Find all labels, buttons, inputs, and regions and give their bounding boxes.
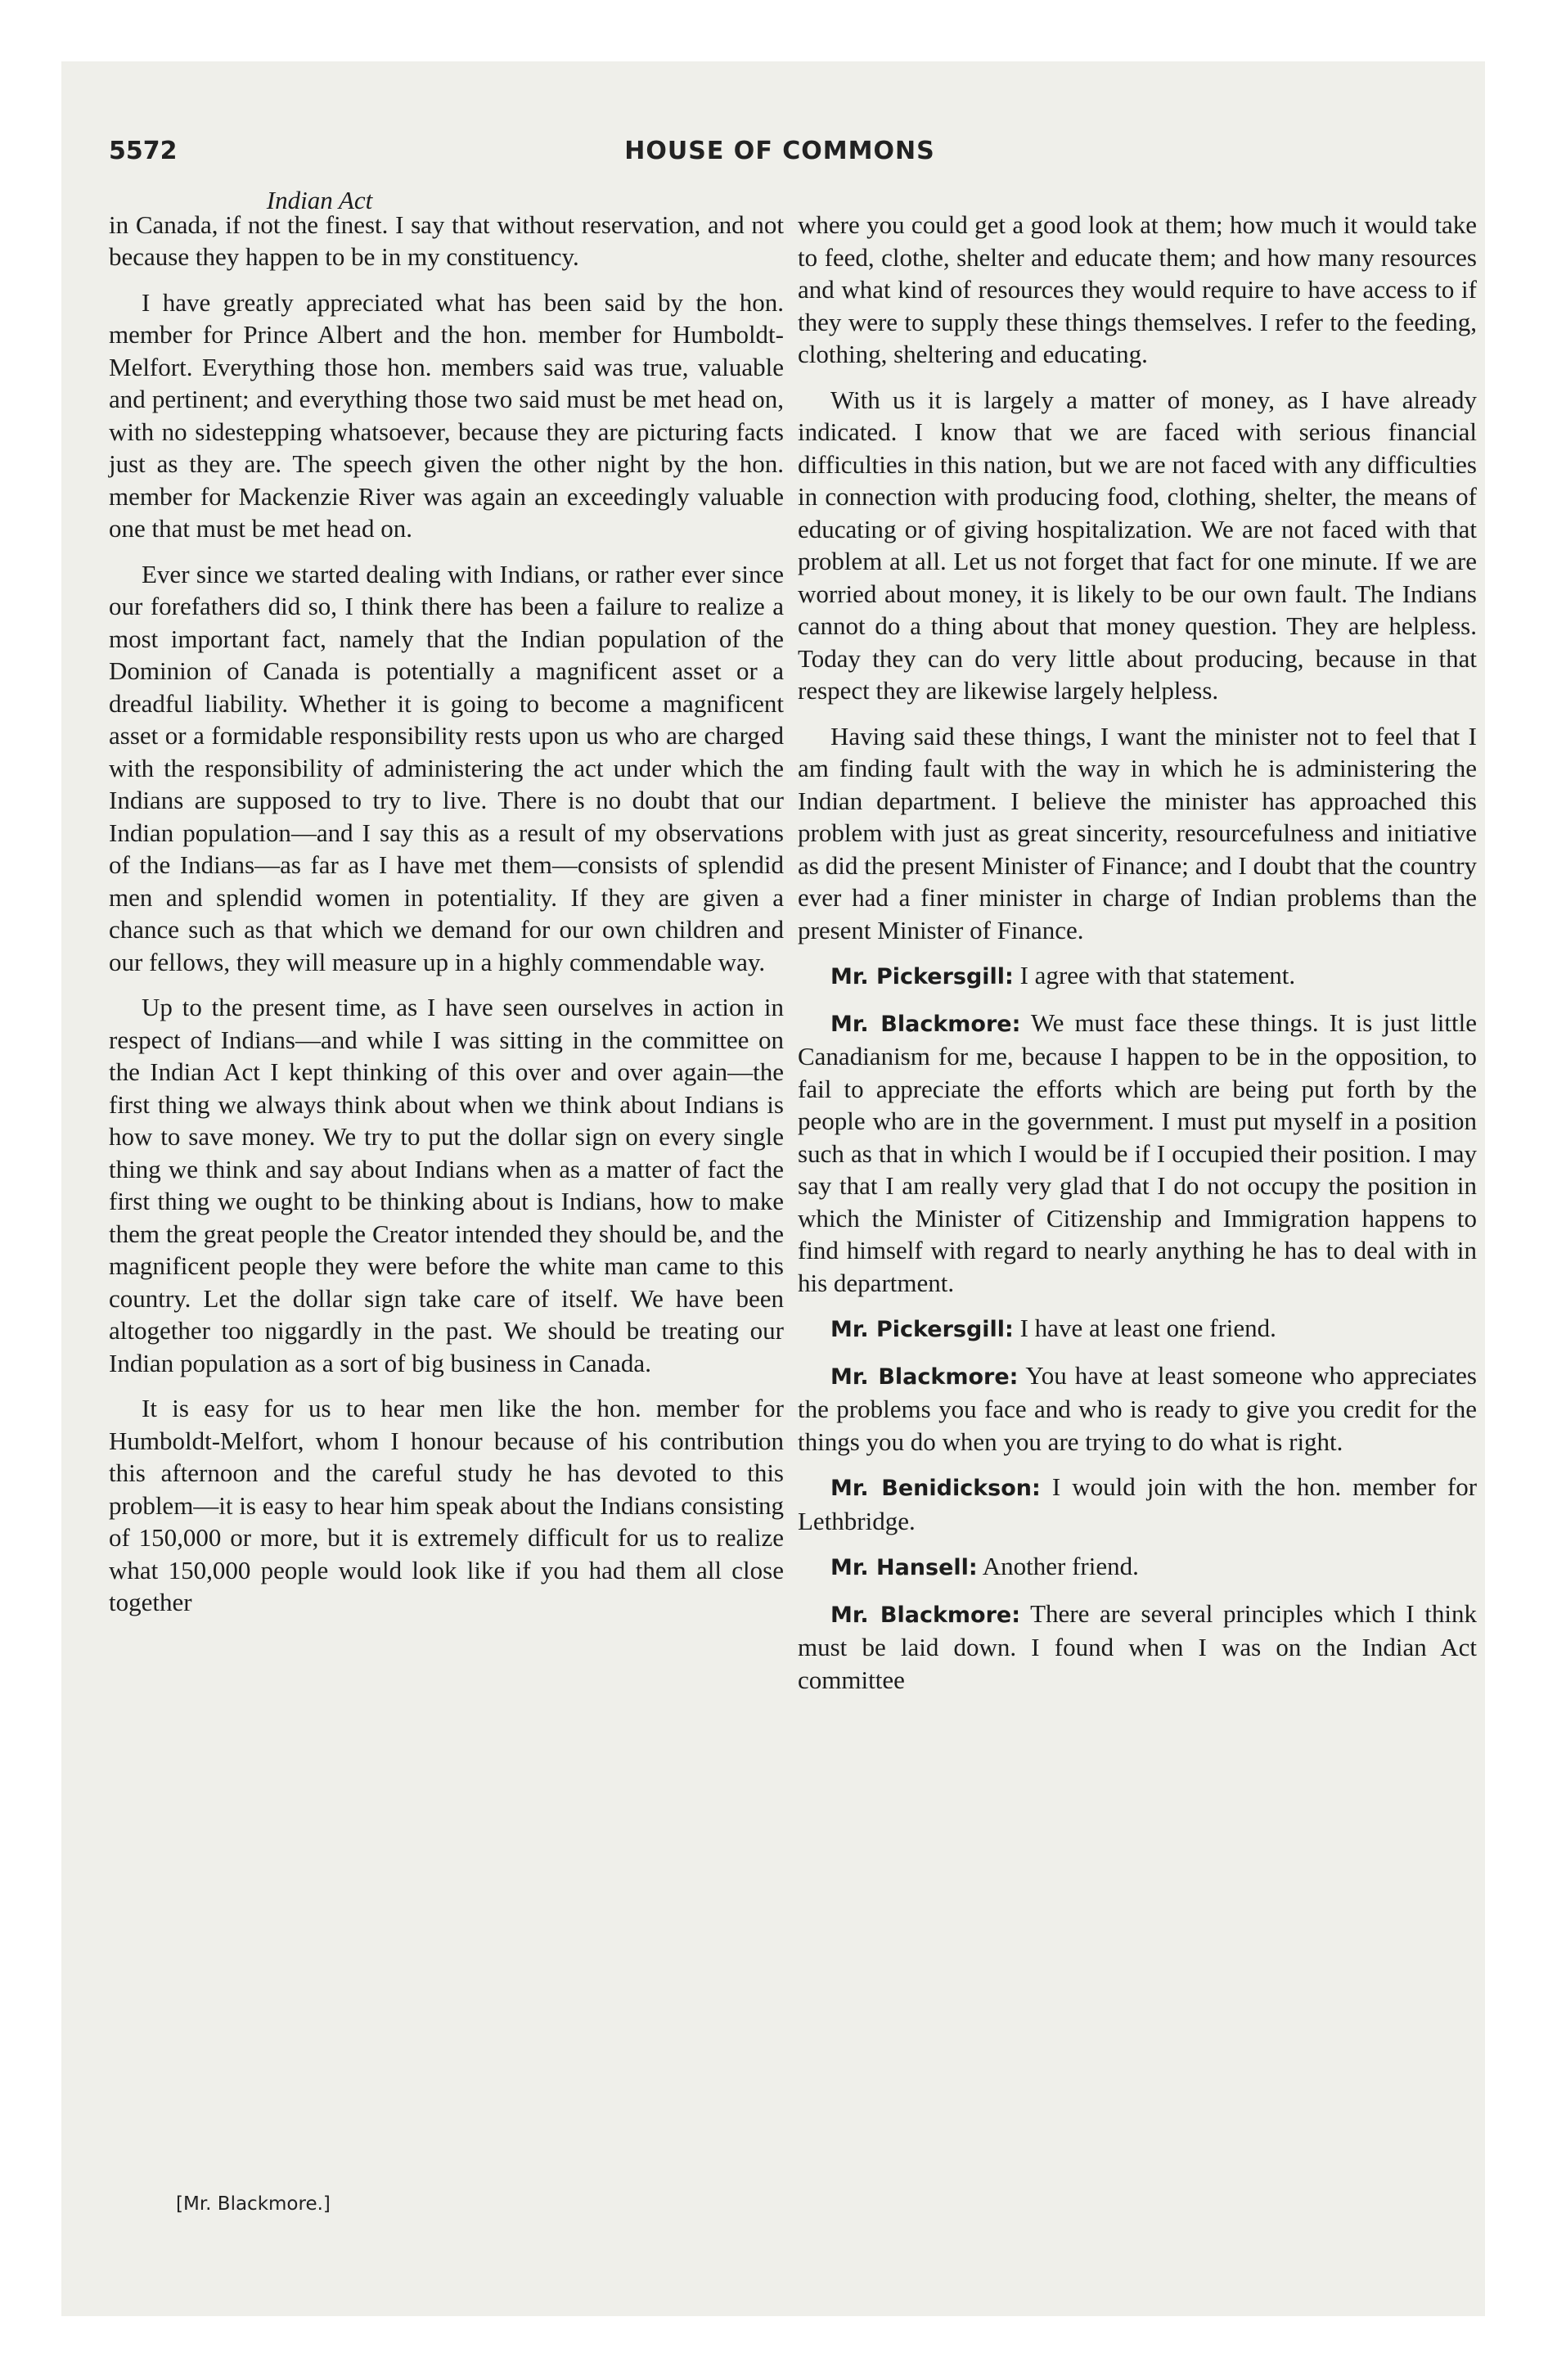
running-head	[109, 137, 1451, 178]
speech	[798, 1312, 1477, 1346]
speech	[798, 1359, 1477, 1458]
paragraph	[798, 384, 1477, 707]
speech-text: I have at least one friend.	[1019, 1314, 1276, 1342]
speaker-name: Mr. Pickersgill:	[830, 964, 1014, 989]
speech-text: I would join with the hon. member for Lethbridge.	[798, 1472, 1478, 1535]
speaker-name: Mr. Blackmore:	[830, 1011, 1021, 1037]
paragraph: in Canada, if not the finest. I say that without reservation, and not because they happen to be in my constituency.	[109, 210, 784, 271]
paragraph: Ever since we started dealing with Indians, or rather ever since our forefathers did so, I think there has been a failure to realize a most important fact, namely that the Indian population of the Dominion of Canada is potentially a magnificent asset or a dreadful liability. Whether it is going to become a magnificent asset or a formidable responsibility rests upon us who are charged with the responsibility of administering the act under which the Indians are supposed to try to live. There is no doubt that our Indian population—and I say this as a result of my observations of the Indians—as far as I have met them—consists of splendid men and splendid women in potentiality. If they are given a chance such as that which we demand for our own children and our fellows, they will measure up in a highly commendable way.	[109, 559, 784, 976]
footer-speaker-note: [Mr. Blackmore.]	[176, 2193, 331, 2215]
speaker-name: Mr. Pickersgill:	[830, 1317, 1014, 1342]
speech-text: We must face these things. It is just little Canadianism for me, because I happen to be in the opposition, to fail to appreciate the efforts which are being put forth by the people who are in the government. I must put myself in a position such as that in which I would be if I occupied their position. I may say that I am really very glad that I do not occupy the position in which the Minister of Citizenship and Immigration happens to find himself with regard to nearly anything he has to deal with in his department.	[798, 1007, 1477, 1297]
speech-text: You have at least someone who appreciates the problems you face and who is ready to give you credit for the things you do when you are trying to do what is right.	[798, 1360, 1477, 1456]
paragraph: Up to the present time, as I have seen ourselves in action in respect of Indians—and while I was sitting in the committee on the Indian Act I kept thinking of this over and over again—the first thing we always think about when we think about Indians is how to save money. We try to put the dollar sign on every single thing we think and say about Indians when as a matter of fact the first thing we ought to be thinking about is Indians, how to make them the great people the Creator intended they should be, and the magnificent people they were before the white man came to this country. Let the dollar sign take care of itself. We have been altogether too niggardly in the past. We should be treating our Indian population as a sort of big business in Canada.	[109, 993, 784, 1377]
speech	[798, 1471, 1477, 1537]
left-column	[109, 184, 784, 1632]
paragraph-text: With us it is largely a matter of money, as I have already indicated. I know that we are faced with serious financial difficulties in this nation, but we are not faced with any difficulties in connection with producing food, clothing, shelter, the means of educating or of giving hospitalization. We are not faced with that problem at all. Let us not forget that fact for one minute. If we are worried about money, it is likely to be our own fault. The Indians cannot do a thing about that money question. They are helpless. Today they can do very little about producing, because in that respect they are likewise largely helpless.	[798, 385, 1477, 705]
speech-text: I agree with that statement.	[1019, 961, 1296, 989]
speech	[798, 959, 1477, 994]
paragraph-text: Having said these things, I want the minister not to feel that I am finding fault with the way in which he is administering the Indian department. I believe the minister has approached this problem with just as great sincerity, resourcefulness and initiative as did the present Minister of Finance; and I doubt that the country ever had a finer minister in charge of Indian problems than the present Minister of Finance.	[798, 721, 1477, 944]
speaker-name: Mr. Hansell:	[830, 1555, 978, 1580]
right-column	[798, 209, 1477, 1709]
paragraph	[798, 720, 1477, 947]
speech-text: There are several principles which I think must be laid down. I found when I was on the Indian Act committee	[798, 1598, 1477, 1694]
speech	[798, 1550, 1477, 1584]
paragraph: It is easy for us to hear men like the hon. member for Humboldt-Melfort, whom I honour because of his contribution this afternoon and the careful study he has devoted to this problem—it is easy to hear him speak about the Indians consisting of 150,000 or more, but it is extremely difficult for us to realize what 150,000 people would look like if you had them all close together	[109, 1394, 784, 1616]
paragraph-text: where you could get a good look at them; how much it would take to feed, clothe, shelter and educate them; and how many resources and what kind of resources they would require to have access to if they were to supply these things themselves. I refer to the feeding, clothing, sheltering and educating.	[798, 210, 1477, 368]
journal-title: HOUSE OF COMMONS	[624, 137, 935, 165]
paragraph	[798, 209, 1477, 371]
page-number: 5572	[109, 137, 178, 165]
speaker-name: Mr. Blackmore:	[830, 1364, 1019, 1390]
paragraph: I have greatly appreciated what has been said by the hon. member for Prince Albert and the hon. member for Humboldt-Melfort. Everything those hon. members said was true, valuable and pertinent; and everything those two said must be met head on, with no sidestepping whatsoever, because they are picturing facts just as they are. The speech given the other night by the hon. member for Mackenzie River was again an exceedingly valuable one that must be met head on.	[109, 287, 784, 543]
page	[61, 61, 1485, 2316]
speaker-name: Mr. Blackmore:	[830, 1602, 1021, 1628]
section-title: Indian Act	[266, 186, 373, 214]
speaker-name: Mr. Benidickson:	[830, 1476, 1041, 1501]
speech-text: Another friend.	[982, 1552, 1139, 1580]
speech	[798, 1598, 1477, 1697]
speech	[798, 1007, 1477, 1300]
